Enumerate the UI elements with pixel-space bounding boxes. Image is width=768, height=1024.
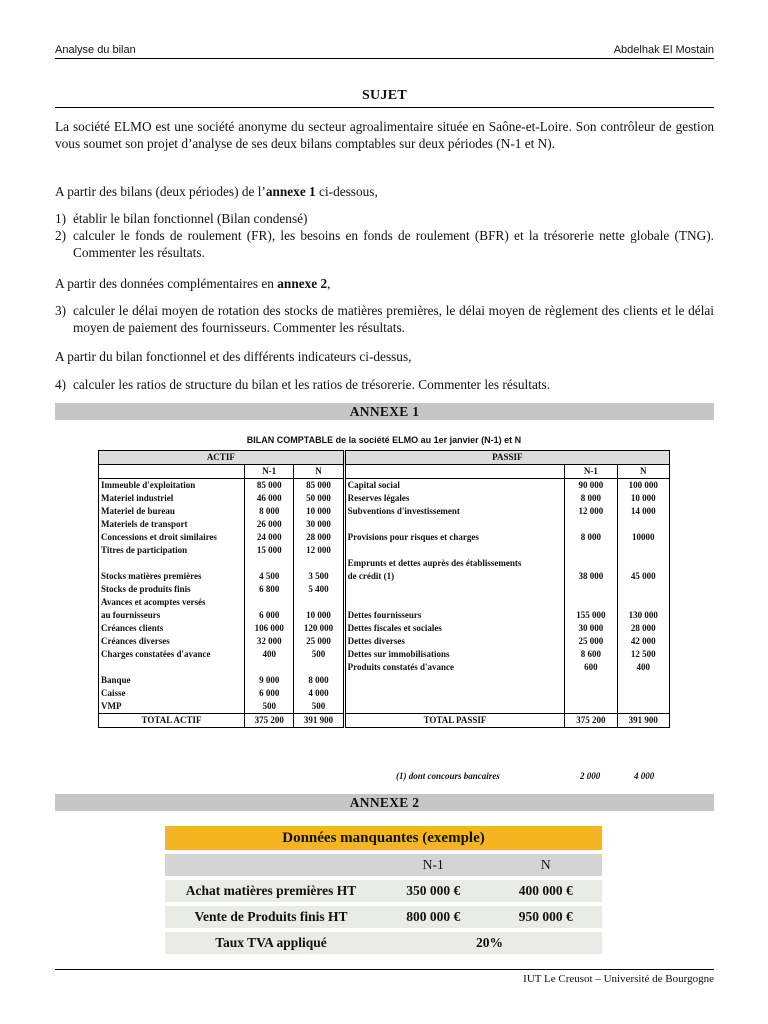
passif-item-n1 — [565, 544, 617, 557]
bilan-footnote: (1) dont concours bancaires — [396, 771, 500, 781]
missing-col-n1: N-1 — [377, 854, 490, 876]
actif-item-n1: 500 — [245, 700, 294, 713]
actif-item-n: 120 000 — [294, 622, 344, 635]
footer-divider — [55, 969, 714, 970]
actif-item-label: Materiel industriel — [99, 492, 245, 505]
annexe2-ref: annexe 2 — [277, 276, 328, 291]
passif-item-label — [344, 687, 565, 700]
bilan-table — [98, 450, 670, 728]
question-list-1 — [55, 210, 714, 261]
question-text: calculer les ratios de structure du bilan et les ratios de trésorerie. Commenter les résultats. — [73, 377, 551, 392]
total-passif-n: 391 900 — [617, 714, 669, 728]
total-actif-label: TOTAL ACTIF — [99, 714, 245, 728]
actif-item-n1: 6 000 — [245, 687, 294, 700]
bilan-row — [99, 596, 670, 609]
passif-item-label — [344, 583, 565, 596]
passif-item-n — [617, 583, 669, 596]
bilan-row — [99, 687, 670, 700]
passif-item-n: 28 000 — [617, 622, 669, 635]
sujet-title: SUJET — [361, 88, 408, 103]
question-list-3 — [55, 376, 714, 393]
question-number: 4) — [55, 377, 67, 392]
passif-item-n1 — [565, 687, 617, 700]
passif-item-n: 100 000 — [617, 479, 669, 493]
passif-item-label: Dettes sur immobilisations — [347, 649, 450, 659]
actif-item-n — [294, 661, 344, 674]
annexe2-banner: ANNEXE 2 — [55, 794, 714, 811]
page-footer: IUT Le Creusot – Université de Bourgogne — [523, 973, 714, 985]
actif-item-n: 28 000 — [294, 531, 344, 544]
actif-item-n: 25 000 — [294, 635, 344, 648]
missing-col-n: N — [490, 854, 603, 876]
total-passif-n1: 375 200 — [565, 714, 617, 728]
passif-item-n1: 155 000 — [565, 609, 617, 622]
passif-item-n: 10000 — [617, 531, 669, 544]
actif-item-label: Materiels de transport — [99, 518, 245, 531]
header-left-text: Analyse du bilan — [55, 44, 136, 56]
actif-item-n: 500 — [294, 700, 344, 713]
actif-item-n: 50 000 — [294, 492, 344, 505]
instruction-text-end: ci-dessous, — [315, 184, 378, 199]
bilan-row — [99, 609, 670, 622]
actif-item-n1: 85 000 — [245, 479, 294, 493]
passif-item-label: Provisions pour risques et charges — [347, 532, 479, 542]
missing-columns-row — [165, 854, 602, 876]
passif-item-n — [617, 596, 669, 609]
passif-item-n1 — [565, 700, 617, 713]
question-number: 1) — [55, 211, 67, 226]
question-list-2 — [55, 302, 714, 336]
actif-item-label: Avances et acomptes versés — [99, 596, 245, 609]
actif-item-n1: 6 800 — [245, 583, 294, 596]
passif-item-label — [344, 700, 565, 713]
passif-item-n — [617, 518, 669, 531]
question-text: calculer le délai moyen de rotation des stocks de matières premières, le délai moyen de règlement des clients et le délai moyen de paiement des fournisseurs. Commenter les résultats. — [73, 303, 714, 335]
actif-item-n1: 46 000 — [245, 492, 294, 505]
missing-row-label: Achat matières premières HT — [165, 880, 377, 902]
passif-item-n1: 38 000 — [565, 570, 617, 583]
missing-row — [165, 906, 602, 928]
bilan-footnote-n1: 2 000 — [580, 771, 601, 781]
missing-col-blank — [165, 854, 377, 876]
actif-item-label: Charges constatées d'avance — [99, 648, 245, 661]
passif-item-label: de crédit (1) — [347, 571, 395, 581]
actif-header: ACTIF — [99, 451, 345, 465]
passif-item-label — [344, 596, 565, 609]
question-item — [55, 302, 714, 336]
actif-item-n: 85 000 — [294, 479, 344, 493]
passif-item-n — [617, 544, 669, 557]
passif-item-label — [344, 518, 565, 531]
actif-item-label: Materiel de bureau — [99, 505, 245, 518]
actif-item-n1: 8 000 — [245, 505, 294, 518]
passif-item-label — [344, 674, 565, 687]
actif-item-n1: 15 000 — [245, 544, 294, 557]
passif-item-label: Subventions d'investissement — [347, 506, 460, 516]
actif-item-n: 12 000 — [294, 544, 344, 557]
passif-item-n — [617, 687, 669, 700]
actif-item-n1 — [245, 661, 294, 674]
bilan-row — [99, 518, 670, 531]
bilan-row — [99, 557, 670, 570]
actif-item-n1: 24 000 — [245, 531, 294, 544]
actif-item-n1: 106 000 — [245, 622, 294, 635]
passif-item-n: 130 000 — [617, 609, 669, 622]
question-number: 3) — [55, 303, 67, 318]
actif-item-n1: 400 — [245, 648, 294, 661]
actif-item-label: au fournisseurs — [99, 609, 245, 622]
passif-item-n1: 8 600 — [565, 648, 617, 661]
passif-header: PASSIF — [344, 451, 669, 465]
passif-item-n1: 8 000 — [565, 492, 617, 505]
passif-item-label: Dettes fiscales et sociales — [347, 623, 442, 633]
passif-item-n1: 12 000 — [565, 505, 617, 518]
actif-item-n1: 6 000 — [245, 609, 294, 622]
actif-item-n: 10 000 — [294, 505, 344, 518]
passif-item-n1: 30 000 — [565, 622, 617, 635]
actif-item-n: 10 000 — [294, 609, 344, 622]
instruction-text: A partir des bilans (deux périodes) de l’ — [55, 184, 266, 199]
annexe1-banner: ANNEXE 1 — [55, 403, 714, 420]
passif-item-n: 42 000 — [617, 635, 669, 648]
actif-item-n: 8 000 — [294, 674, 344, 687]
passif-item-label: Dettes fournisseurs — [347, 610, 422, 620]
bilan-subheader-row — [99, 465, 670, 479]
instruction-text-end: , — [327, 276, 331, 291]
passif-n-header: N — [617, 465, 669, 479]
bilan-row — [99, 635, 670, 648]
bilan-row — [99, 674, 670, 687]
actif-item-label: Créances diverses — [99, 635, 245, 648]
intro-paragraph: La société ELMO est une société anonyme du secteur agroalimentaire située en Saône-et-Loire. Son contrôleur de gestion vous soumet son projet d’analyse de ses deux bilans comptables sur deux périodes (N-1 et N). — [55, 119, 714, 151]
passif-item-n: 400 — [617, 661, 669, 674]
passif-item-n1: 25 000 — [565, 635, 617, 648]
bilan-row — [99, 505, 670, 518]
actif-item-label: Caisse — [99, 687, 245, 700]
actif-item-label — [99, 557, 245, 570]
bilan-row — [99, 544, 670, 557]
instruction-annexe2 — [55, 275, 714, 292]
tva-label: Taux TVA appliqué — [165, 932, 377, 954]
missing-data-table — [165, 822, 602, 958]
actif-item-label: Titres de participation — [99, 544, 245, 557]
question-text: calculer le fonds de roulement (FR), les besoins en fonds de roulement (BFR) et la trésorerie nette globale (TNG). Commenter les résultats. — [73, 228, 714, 260]
passif-item-n1: 90 000 — [565, 479, 617, 493]
tva-value: 20% — [377, 932, 602, 954]
actif-label-cell — [99, 465, 245, 479]
actif-item-n1 — [245, 596, 294, 609]
instruction-bilan-fonctionnel: A partir du bilan fonctionnel et des différents indicateurs ci-dessus, — [55, 349, 412, 364]
bilan-footnote-n: 4 000 — [634, 771, 655, 781]
actif-item-n1 — [245, 557, 294, 570]
passif-item-label — [344, 544, 565, 557]
missing-row — [165, 880, 602, 902]
passif-item-n: 45 000 — [617, 570, 669, 583]
actif-n1-header: N-1 — [245, 465, 294, 479]
passif-item-n: 14 000 — [617, 505, 669, 518]
total-actif-n1: 375 200 — [245, 714, 294, 728]
actif-item-n — [294, 557, 344, 570]
bilan-row — [99, 648, 670, 661]
actif-item-n: 4 000 — [294, 687, 344, 700]
missing-title-row — [165, 826, 602, 850]
passif-n1-header: N-1 — [565, 465, 617, 479]
tva-row — [165, 932, 602, 954]
actif-item-n1: 4 500 — [245, 570, 294, 583]
total-passif-label: TOTAL PASSIF — [344, 714, 565, 728]
passif-item-n1 — [565, 596, 617, 609]
passif-item-n — [617, 700, 669, 713]
passif-item-label: Dettes diverses — [347, 636, 405, 646]
question-text: établir le bilan fonctionnel (Bilan condensé) — [73, 211, 308, 226]
total-actif-n: 391 900 — [294, 714, 344, 728]
actif-item-n — [294, 596, 344, 609]
question-item — [55, 227, 714, 261]
actif-item-label: Créances clients — [99, 622, 245, 635]
question-item — [55, 210, 714, 227]
bilan-row — [99, 531, 670, 544]
passif-item-n — [617, 674, 669, 687]
bilan-row — [99, 700, 670, 713]
passif-label-cell — [344, 465, 565, 479]
page-header — [55, 44, 714, 59]
passif-item-n1 — [565, 518, 617, 531]
bilan-header-row — [99, 451, 670, 465]
passif-item-n1 — [565, 583, 617, 596]
bilan-row — [99, 492, 670, 505]
missing-title: Données manquantes (exemple) — [165, 826, 602, 850]
passif-item-label: Capital social — [347, 480, 400, 490]
actif-item-label — [99, 661, 245, 674]
actif-item-n1: 9 000 — [245, 674, 294, 687]
passif-item-label: Produits constatés d'avance — [347, 662, 454, 672]
annexe1-ref: annexe 1 — [265, 184, 316, 199]
actif-item-n: 500 — [294, 648, 344, 661]
actif-item-n1: 32 000 — [245, 635, 294, 648]
actif-item-n: 5 400 — [294, 583, 344, 596]
bilan-row — [99, 661, 670, 674]
actif-item-n1: 26 000 — [245, 518, 294, 531]
missing-row-n1: 800 000 € — [377, 906, 490, 928]
actif-item-n: 30 000 — [294, 518, 344, 531]
question-item — [55, 376, 714, 393]
missing-row-label: Vente de Produits finis HT — [165, 906, 377, 928]
sujet-divider — [55, 107, 714, 108]
bilan-row — [99, 622, 670, 635]
bilan-row — [99, 479, 670, 493]
passif-item-n — [617, 557, 669, 570]
bilan-total-row — [99, 714, 670, 728]
missing-row-n: 400 000 € — [490, 880, 603, 902]
header-right-text: Abdelhak El Mostain — [613, 44, 714, 56]
actif-n-header: N — [294, 465, 344, 479]
actif-item-label: Stocks de produits finis — [99, 583, 245, 596]
bilan-row — [99, 583, 670, 596]
passif-item-n1: 8 000 — [565, 531, 617, 544]
missing-row-n1: 350 000 € — [377, 880, 490, 902]
instruction-annexe1 — [55, 183, 714, 200]
passif-item-n: 10 000 — [617, 492, 669, 505]
question-number: 2) — [55, 228, 67, 243]
passif-item-label: Reserves légales — [347, 493, 410, 503]
passif-item-n1 — [565, 557, 617, 570]
actif-item-label: Stocks matières premières — [99, 570, 245, 583]
passif-item-n1 — [565, 674, 617, 687]
passif-item-label: Emprunts et dettes auprès des établissements — [347, 558, 522, 568]
actif-item-label: Banque — [99, 674, 245, 687]
missing-row-n: 950 000 € — [490, 906, 603, 928]
passif-item-n: 12 500 — [617, 648, 669, 661]
actif-item-label: Immeuble d'exploitation — [99, 479, 245, 493]
actif-item-n: 3 500 — [294, 570, 344, 583]
passif-item-n1: 600 — [565, 661, 617, 674]
bilan-row — [99, 570, 670, 583]
actif-item-label: Concessions et droit similaires — [99, 531, 245, 544]
actif-item-label: VMP — [99, 700, 245, 713]
bilan-title: BILAN COMPTABLE de la société ELMO au 1er janvier (N-1) et N — [246, 435, 522, 445]
instruction-text: A partir des données complémentaires en — [55, 276, 278, 291]
